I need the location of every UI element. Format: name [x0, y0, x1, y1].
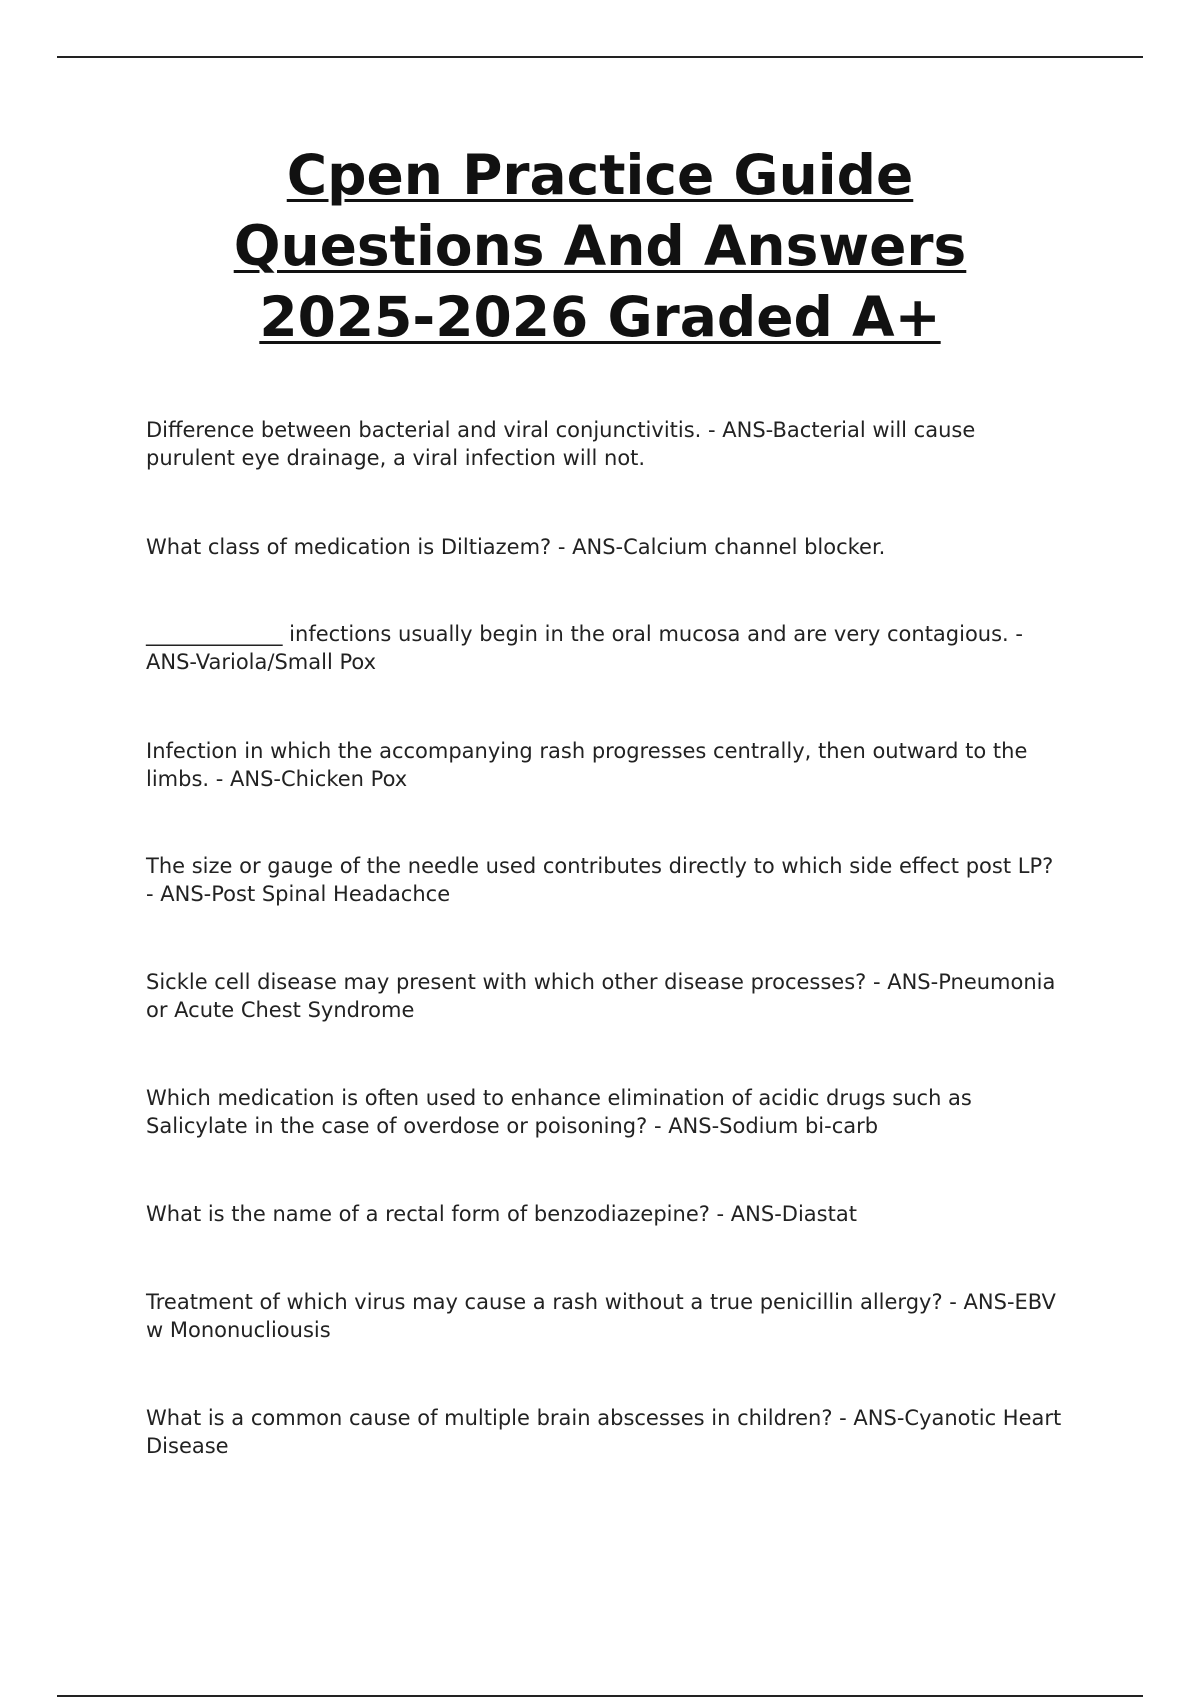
qa-item-2: What class of medication is Diltiazem? - ANS-Calcium channel blocker. — [146, 535, 886, 559]
qa-item-9: Treatment of which virus may cause a rash without a true penicillin allergy? - ANS-EBV w Mononucliousis — [146, 1290, 1056, 1342]
title-line-3: 2025-2026 Graded A+ — [259, 285, 941, 349]
qa-item-4: Infection in which the accompanying rash progresses centrally, then outward to the limbs. - ANS-Chicken Pox — [146, 739, 1028, 791]
qa-item-1: Difference between bacterial and viral conjunctivitis. - ANS-Bacterial will cause purulent eye drainage, a viral infection will not. — [146, 418, 976, 470]
qa-item-5: The size or gauge of the needle used contributes directly to which side effect post LP? - ANS-Post Spinal Headachce — [146, 854, 1054, 906]
title-line-1: Cpen Practice Guide — [286, 143, 914, 207]
qa-item-10: What is a common cause of multiple brain abscesses in children? - ANS-Cyanotic Heart Disease — [146, 1406, 1062, 1458]
qa-item-7: Which medication is often used to enhance elimination of acidic drugs such as Salicylate in the case of overdose or poisoning? - ANS-Sodium bi-carb — [146, 1086, 972, 1138]
qa-item-3: _____________ infections usually begin in the oral mucosa and are very contagious. - ANS-Variola/Small Pox — [146, 622, 1023, 674]
qa-item-6: Sickle cell disease may present with which other disease processes? - ANS-Pneumonia or Acute Chest Syndrome — [146, 970, 1056, 1022]
bottom-divider — [57, 1695, 1143, 1697]
title-line-2: Questions And Answers — [233, 214, 967, 278]
qa-item-8: What is the name of a rectal form of benzodiazepine? - ANS-Diastat — [146, 1202, 857, 1226]
